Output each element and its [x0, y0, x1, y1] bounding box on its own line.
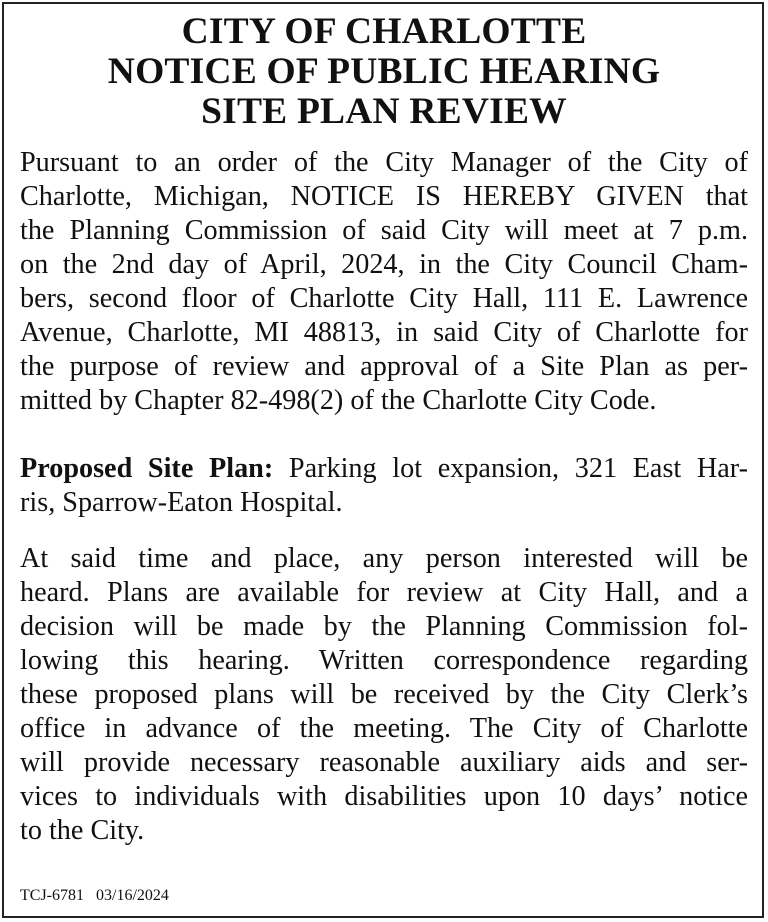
publication-code: TCJ-6781 — [20, 887, 84, 904]
header-notice: NOTICE OF PUBLIC HEARING — [107, 51, 661, 92]
paragraph3-line: these proposed plans will be received by the City Clerk’s — [20, 679, 748, 710]
paragraph3-line: will provide necessary reasonable auxiliary aids and ser- — [20, 747, 748, 778]
paragraph1-line: the purpose of review and approval of a Site Plan as per- — [20, 351, 748, 382]
paragraph1-line: on the 2nd day of April, 2024, in the City Council Cham- — [20, 249, 748, 280]
proposed-site-plan-line: ris, Sparrow-Eaton Hospital. — [20, 487, 343, 518]
paragraph1-line: mitted by Chapter 82-498(2) of the Charlotte City Code. — [20, 385, 657, 416]
notice-footer — [20, 886, 169, 906]
paragraph3-line: At said time and place, any person interested will be — [20, 543, 748, 574]
proposed-site-plan-line — [20, 452, 748, 486]
paragraph1-line: Avenue, Charlotte, MI 48813, in said City of Charlotte for — [20, 317, 748, 348]
paragraph3-line: lowing this hearing. Written correspondence regarding — [20, 645, 748, 676]
proposed-site-plan-text: Parking lot expansion, 321 East Har- — [273, 453, 749, 484]
header-city: CITY OF CHARLOTTE — [181, 11, 587, 52]
paragraph3-line: vices to individuals with disabilities upon 10 days’ notice — [20, 781, 748, 812]
paragraph3-line: decision will be made by the Planning Commission fol- — [20, 611, 748, 642]
paragraph1-line: the Planning Commission of said City will meet at 7 p.m. — [20, 215, 748, 246]
paragraph1-line: Pursuant to an order of the City Manager of the City of — [20, 147, 748, 178]
paragraph1-line: Charlotte, Michigan, NOTICE IS HEREBY GIVEN that — [20, 181, 748, 212]
publication-date: 03/16/2024 — [96, 887, 169, 904]
header-subject: SITE PLAN REVIEW — [201, 91, 567, 132]
paragraph3-line: heard. Plans are available for review at City Hall, and a — [20, 577, 748, 608]
notice-header — [0, 12, 768, 132]
paragraph1-line: bers, second floor of Charlotte City Hall, 111 E. Lawrence — [20, 283, 748, 314]
paragraph3-line: to the City. — [20, 815, 145, 846]
paragraph3-line: office in advance of the meeting. The City of Charlotte — [20, 713, 748, 744]
proposed-site-plan-label: Proposed Site Plan: — [20, 453, 274, 484]
